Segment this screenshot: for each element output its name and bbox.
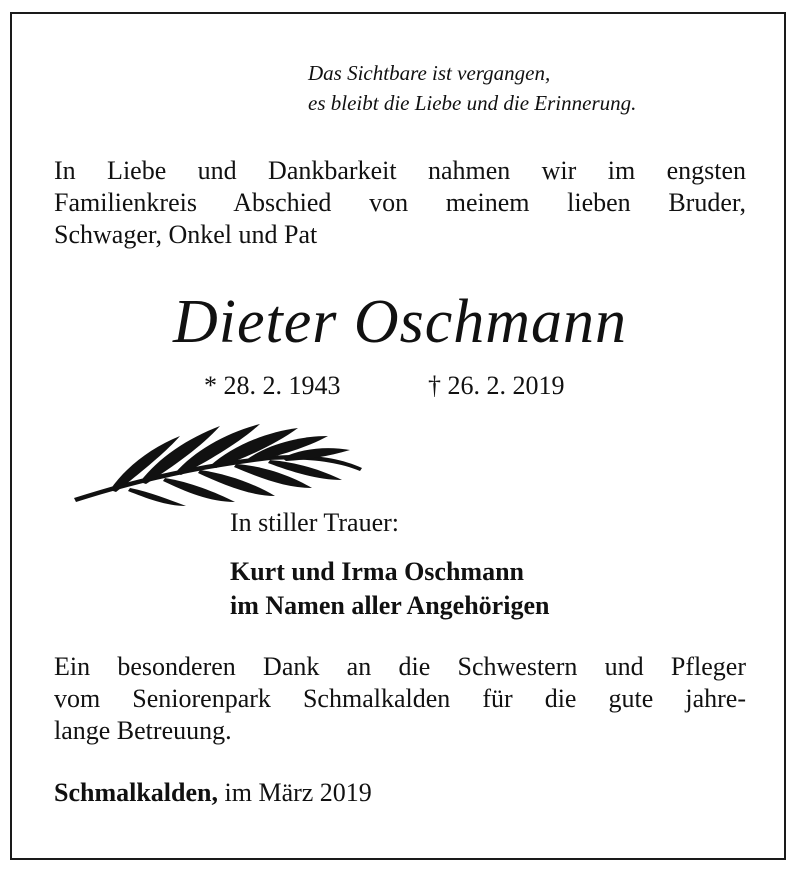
birth-date: * 28. 2. 1943: [204, 371, 341, 400]
mourner-line: im Namen aller Angehörigen: [230, 591, 550, 620]
thanks-line: lange Betreuung.: [54, 716, 232, 745]
death-date: † 26. 2. 2019: [428, 371, 565, 400]
mourner-names: [230, 555, 549, 623]
mourning-heading: In stiller Trauer:: [230, 508, 399, 537]
quote-line: Das Sichtbare ist vergangen,: [308, 61, 551, 85]
place-and-date: [54, 777, 372, 809]
intro-paragraph: [54, 155, 746, 251]
intro-line: In Liebe und Dankbarkeit nahmen wir im engsten: [54, 156, 746, 185]
quote-line: es bleibt die Liebe und die Erinnerung.: [308, 91, 637, 115]
thanks-line: Ein besonderen Dank an die Schwestern und Pfleger: [54, 652, 746, 681]
thanks-paragraph: [54, 651, 746, 747]
thanks-line: vom Seniorenpark Schmalkalden für die gute jahre-: [54, 684, 746, 713]
intro-line: Schwager, Onkel und Pat: [54, 220, 318, 249]
memorial-quote: [308, 58, 636, 118]
place-date: im März 2019: [224, 778, 372, 807]
mourner-line: Kurt und Irma Oschmann: [230, 557, 524, 586]
palm-branch-icon: [70, 418, 365, 508]
deceased-name: Dieter Oschmann: [172, 288, 628, 356]
intro-line: Familienkreis Abschied von meinem lieben Bruder,: [54, 188, 746, 217]
place-city: Schmalkalden,: [54, 778, 218, 807]
